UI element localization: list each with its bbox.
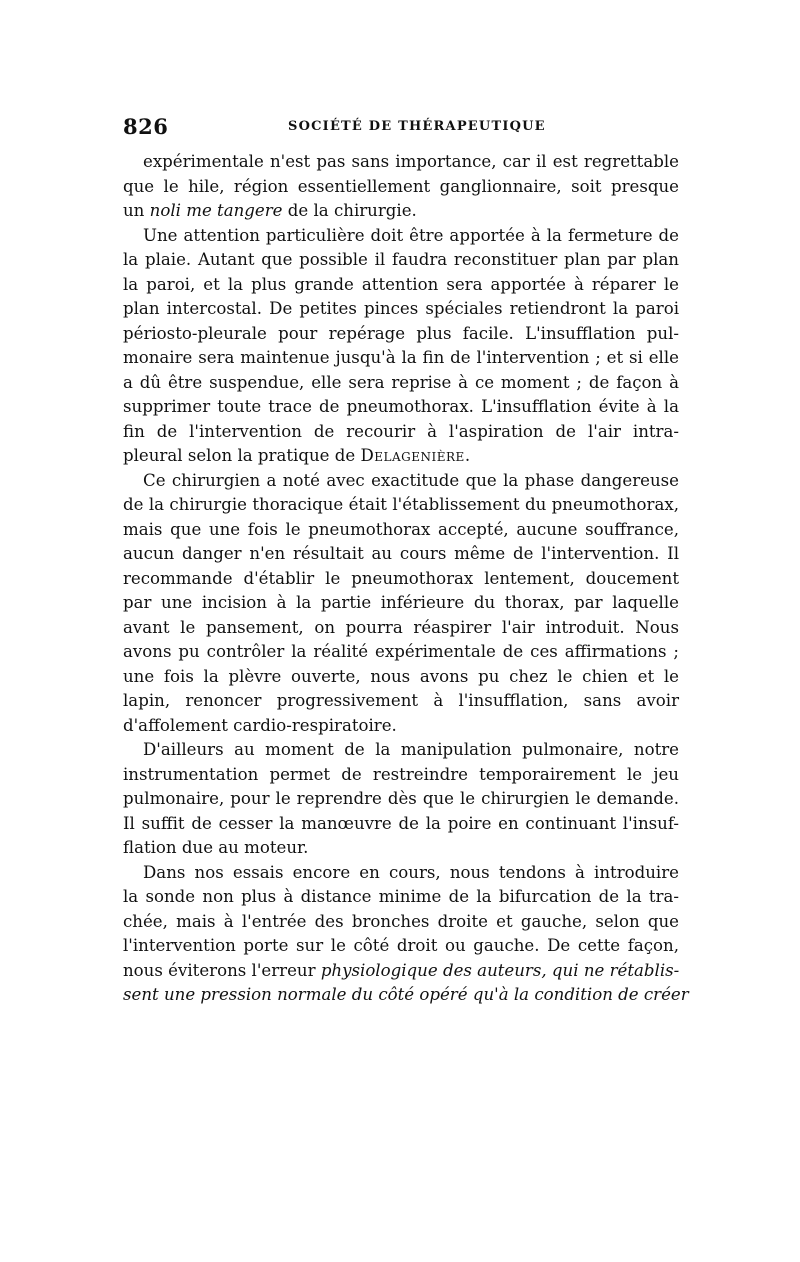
paragraph bbox=[123, 738, 679, 861]
line-text: un bbox=[123, 201, 150, 220]
text-line: D'ailleurs au moment de la manipulation pulmonaire, notre bbox=[143, 740, 679, 759]
text-line: mais que une fois le pneumothorax accepté, aucune souffrance, bbox=[123, 519, 679, 539]
line-text: pleural selon la pratique de bbox=[123, 446, 361, 465]
text-line: une fois la plèvre ouverte, nous avons pu chez le chien et le bbox=[123, 666, 679, 686]
text-line: d'affolement cardio-respiratoire. bbox=[123, 715, 397, 735]
text-line: instrumentation permet de restreindre temporairement le jeu bbox=[123, 764, 679, 784]
text-line bbox=[123, 959, 679, 984]
body-text bbox=[123, 150, 689, 1008]
text-line: aucun danger n'en résultait au cours même de l'intervention. Il bbox=[123, 544, 679, 563]
italic-phrase: noli me tangere bbox=[149, 201, 283, 220]
text-line: avons pu contrôler la réalité expérimentale de ces affirmations ; bbox=[123, 642, 679, 661]
text-line: de la chirurgie thoracique était l'établissement du pneumothorax, bbox=[123, 495, 679, 514]
page-header bbox=[123, 114, 679, 144]
text-line: par une incision à la partie inférieure du thorax, par laquelle bbox=[123, 593, 679, 612]
italic-phrase: physiologique des auteurs, qui ne rétablis- bbox=[320, 960, 680, 980]
text-line: plan intercostal. De petites pinces spéciales retiendront la paroi bbox=[123, 299, 679, 318]
line-text: nous éviterons l'erreur bbox=[123, 960, 321, 980]
line-text: de la chirurgie. bbox=[282, 201, 417, 220]
text-line: chée, mais à l'entrée des bronches droite et gauche, selon que bbox=[123, 911, 679, 931]
text-line: fin de l'intervention de recourir à l'aspiration de l'air intra- bbox=[123, 421, 679, 441]
text-line: flation due au moteur. bbox=[123, 838, 309, 857]
text-line: expérimentale n'est pas sans importance, car il est regrettable bbox=[143, 152, 679, 171]
text-line: la sonde non plus à distance minime de la bifurcation de la tra- bbox=[123, 887, 679, 906]
text-line: lapin, renoncer progressivement à l'insufflation, sans avoir bbox=[123, 691, 679, 710]
running-title: SOCIÉTÉ DE THÉRAPEUTIQUE bbox=[288, 119, 546, 134]
text-line: supprimer toute trace de pneumothorax. L'insufflation évite à la bbox=[123, 397, 679, 416]
text-line: Une attention particulière doit être apportée à la fermeture de bbox=[143, 225, 679, 245]
text-line: a dû être suspendue, elle sera reprise à ce moment ; de façon à bbox=[123, 372, 679, 392]
text-line: recommande d'établir le pneumothorax lentement, doucement bbox=[123, 568, 679, 588]
text-line: pulmonaire, pour le reprendre dès que le chirurgien le demande. bbox=[123, 789, 679, 808]
paragraph bbox=[123, 861, 689, 1008]
text-line: périosto-pleurale pour repérage plus facile. L'insufflation pul- bbox=[123, 323, 679, 343]
line-text: . bbox=[464, 446, 471, 465]
text-line: Dans nos essais encore en cours, nous tendons à introduire bbox=[143, 862, 679, 882]
paragraph bbox=[123, 150, 679, 224]
text-line bbox=[123, 199, 679, 224]
text-line bbox=[123, 444, 679, 469]
text-line: avant le pansement, on pourra réaspirer l'air introduit. Nous bbox=[123, 617, 679, 637]
text-line: sent une pression normale du côté opéré qu'à la condition de créer bbox=[123, 985, 689, 1004]
text-line: la paroi, et la plus grande attention sera apportée à réparer le bbox=[123, 274, 679, 294]
text-line: l'intervention porte sur le côté droit ou gauche. De cette façon, bbox=[123, 936, 679, 955]
author-name: Delagenière bbox=[360, 446, 465, 465]
text-line: que le hile, région essentiellement ganglionnaire, soit presque bbox=[123, 176, 679, 196]
page-number: 826 bbox=[123, 114, 169, 139]
text-line: Il suffit de cesser la manœuvre de la poire en continuant l'insuf- bbox=[123, 813, 679, 833]
text-line: Ce chirurgien a noté avec exactitude que la phase dangereuse bbox=[143, 470, 679, 490]
paragraph bbox=[123, 224, 679, 469]
text-line: monaire sera maintenue jusqu'à la fin de l'intervention ; et si elle bbox=[123, 348, 679, 367]
paragraph bbox=[123, 469, 679, 739]
text-line: la plaie. Autant que possible il faudra reconstituer plan par plan bbox=[123, 250, 679, 269]
